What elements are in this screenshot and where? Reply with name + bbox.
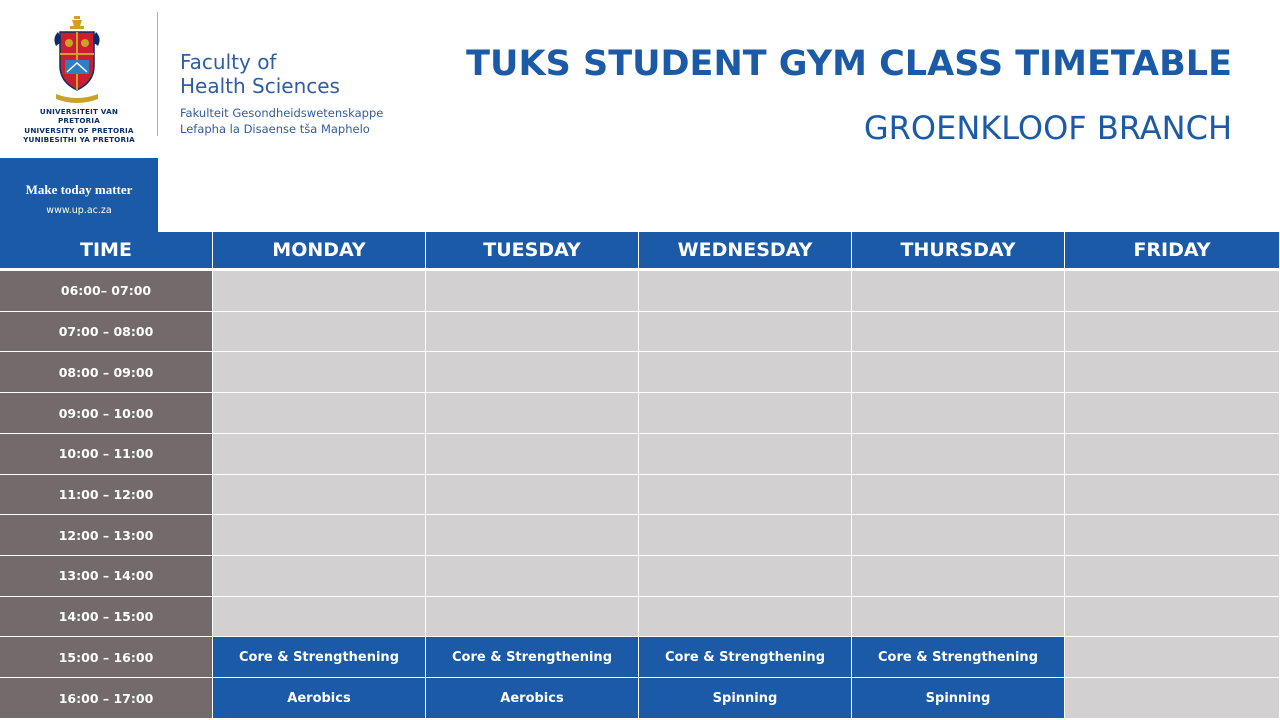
empty-cell — [213, 312, 426, 353]
empty-cell — [213, 597, 426, 638]
time-slot: 06:00– 07:00 — [0, 271, 213, 312]
header-divider — [157, 12, 158, 136]
faculty-name-afrikaans: Fakulteit Gesondheidswetenskappe — [180, 106, 384, 120]
timetable — [0, 232, 1280, 720]
column-header-tuesday: TUESDAY — [426, 232, 639, 271]
empty-cell — [639, 271, 852, 312]
column-header-thursday: THURSDAY — [852, 232, 1065, 271]
page-title: TUKS STUDENT GYM CLASS TIMETABLE — [466, 44, 1232, 84]
motto-box — [0, 158, 158, 232]
empty-cell — [213, 393, 426, 434]
empty-cell — [639, 434, 852, 475]
class-cell: Core & Strengthening — [639, 637, 852, 678]
empty-cell — [639, 393, 852, 434]
faculty-name — [180, 50, 340, 98]
empty-cell — [639, 475, 852, 516]
empty-cell — [426, 475, 639, 516]
column-header-wednesday: WEDNESDAY — [639, 232, 852, 271]
university-crest-logo — [52, 14, 102, 104]
empty-cell — [213, 434, 426, 475]
motto-text: Make today matter — [25, 182, 133, 197]
empty-cell — [639, 597, 852, 638]
empty-cell — [213, 475, 426, 516]
empty-cell — [852, 597, 1065, 638]
empty-cell — [639, 515, 852, 556]
empty-cell — [426, 352, 639, 393]
empty-cell — [213, 271, 426, 312]
empty-cell — [852, 352, 1065, 393]
university-name-sepedi: YUNIBESITHI YA PRETORIA — [23, 135, 135, 145]
empty-cell — [852, 434, 1065, 475]
time-slot: 15:00 – 16:00 — [0, 637, 213, 678]
class-cell: Core & Strengthening — [213, 637, 426, 678]
column-header-time: TIME — [0, 232, 213, 271]
empty-cell — [1065, 556, 1280, 597]
empty-cell — [1065, 597, 1280, 638]
empty-cell — [639, 556, 852, 597]
class-cell: Aerobics — [426, 678, 639, 719]
empty-cell — [1065, 312, 1280, 353]
empty-cell — [213, 556, 426, 597]
empty-cell — [852, 515, 1065, 556]
empty-cell — [1065, 475, 1280, 516]
empty-cell — [639, 352, 852, 393]
empty-cell — [1065, 434, 1280, 475]
class-cell: Aerobics — [213, 678, 426, 719]
faculty-translations — [180, 105, 383, 137]
time-slot: 10:00 – 11:00 — [0, 434, 213, 475]
time-slot: 12:00 – 13:00 — [0, 515, 213, 556]
empty-cell — [213, 515, 426, 556]
class-cell: Spinning — [639, 678, 852, 719]
faculty-name-line2: Health Sciences — [180, 74, 340, 98]
empty-cell — [213, 352, 426, 393]
empty-cell — [426, 556, 639, 597]
university-name — [18, 107, 140, 145]
time-slot: 11:00 – 12:00 — [0, 475, 213, 516]
empty-cell — [1065, 515, 1280, 556]
page-subtitle: GROENKLOOF BRANCH — [863, 109, 1232, 147]
column-header-friday: FRIDAY — [1065, 232, 1280, 271]
empty-cell — [1065, 678, 1280, 719]
faculty-name-line1: Faculty of — [180, 50, 277, 74]
column-header-monday: MONDAY — [213, 232, 426, 271]
empty-cell — [852, 393, 1065, 434]
empty-cell — [1065, 271, 1280, 312]
empty-cell — [426, 271, 639, 312]
empty-cell — [426, 434, 639, 475]
empty-cell — [426, 393, 639, 434]
timetable-grid — [0, 232, 1280, 719]
empty-cell — [1065, 352, 1280, 393]
empty-cell — [852, 271, 1065, 312]
time-slot: 16:00 – 17:00 — [0, 678, 213, 719]
empty-cell — [426, 597, 639, 638]
university-name-english: UNIVERSITY OF PRETORIA — [24, 125, 134, 135]
class-cell: Core & Strengthening — [426, 637, 639, 678]
time-slot: 08:00 – 09:00 — [0, 352, 213, 393]
empty-cell — [639, 312, 852, 353]
empty-cell — [1065, 393, 1280, 434]
empty-cell — [426, 515, 639, 556]
time-slot: 09:00 – 10:00 — [0, 393, 213, 434]
empty-cell — [852, 556, 1065, 597]
time-slot: 14:00 – 15:00 — [0, 597, 213, 638]
time-slot: 07:00 – 08:00 — [0, 312, 213, 353]
class-cell: Spinning — [852, 678, 1065, 719]
time-slot: 13:00 – 14:00 — [0, 556, 213, 597]
website-url: www.up.ac.za — [46, 205, 112, 216]
university-name-afrikaans: UNIVERSITEIT VAN PRETORIA — [39, 107, 119, 126]
faculty-name-sepedi: Lefapha la Disaense tša Maphelo — [180, 122, 370, 136]
class-cell: Core & Strengthening — [852, 637, 1065, 678]
empty-cell — [852, 312, 1065, 353]
empty-cell — [426, 312, 639, 353]
empty-cell — [852, 475, 1065, 516]
empty-cell — [1065, 637, 1280, 678]
